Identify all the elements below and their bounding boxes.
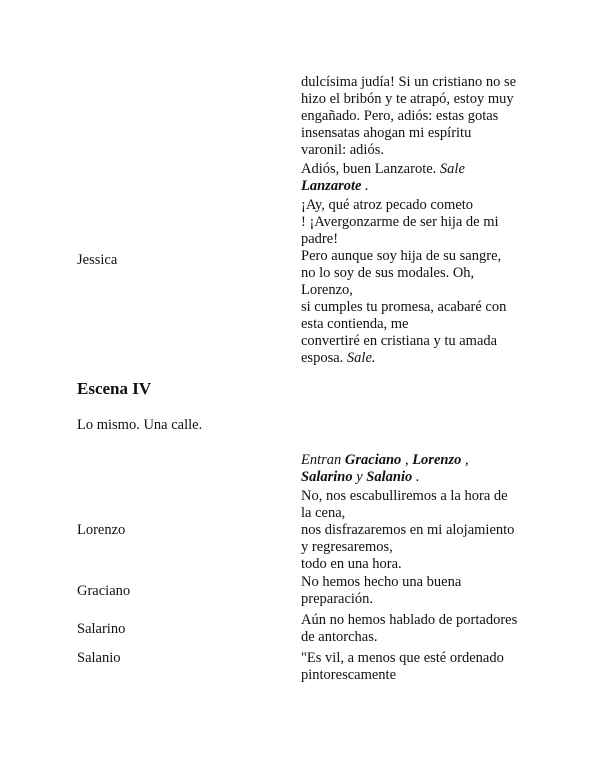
farewell-text: Adiós, buen Lanzarote. [301, 161, 437, 177]
speech-line: convertiré en cristiana y tu amada [301, 333, 498, 349]
scene-title: Escena IV [77, 379, 152, 398]
speaker-salarino: Salarino [77, 621, 126, 637]
jessica-speech [301, 74, 531, 369]
salanio-speech [301, 650, 531, 684]
speech-paragraph-3 [301, 197, 531, 367]
speech-line: Aún no hemos hablado de portadores [301, 612, 518, 628]
speech-line: de antorchas. [301, 629, 378, 645]
speech-line: todo en una hora. [301, 556, 402, 572]
entrance-name-salarino: Salarino [301, 469, 353, 485]
speech-line: insensatas ahogan mi espíritu [301, 125, 472, 141]
speech-line: y regresaremos, [301, 539, 393, 555]
speech-line: preparación. [301, 591, 374, 607]
speech-line: No hemos hecho una buena [301, 574, 462, 590]
speech-line: pintorescamente [301, 667, 397, 683]
lorenzo-speech [301, 488, 531, 573]
speech-line: esta contienda, me [301, 316, 409, 332]
entrance-direction [301, 452, 531, 486]
speech-line: varonil: adiós. [301, 142, 384, 158]
entrance-name-graciano: Graciano [344, 452, 402, 468]
entrance-entran: Entran [301, 452, 342, 468]
speech-line: si cumples tu promesa, acabaré con [301, 299, 507, 315]
speech-line: la cena, [301, 505, 346, 521]
speaker-lorenzo: Lorenzo [77, 522, 126, 538]
speech-line: hizo el bribón y te atrapó, estoy muy [301, 91, 514, 107]
speech-paragraph-2 [301, 161, 531, 195]
speech-line: engañado. Pero, adiós: estas gotas [301, 108, 499, 124]
entrance-y: y [352, 469, 367, 485]
speaker-jessica: Jessica [77, 252, 118, 268]
speech-line: ! ¡Avergonzarme de ser hija de mi [301, 214, 499, 230]
speaker-salanio: Salanio [77, 650, 121, 666]
speech-line-last: esposa. [301, 350, 344, 366]
speech-paragraph-1 [301, 74, 531, 159]
speech-line: Pero aunque soy hija de su sangre, [301, 248, 502, 264]
speech-line: dulcísima judía! Si un cristiano no se [301, 74, 517, 90]
speech-line: Lorenzo, [301, 282, 353, 298]
speech-line: No, nos escabulliremos a la hora de [301, 488, 508, 504]
entrance-name-lorenzo: Lorenzo [412, 452, 462, 468]
graciano-speech [301, 574, 531, 608]
scene-setting: Lo mismo. Una calle. [77, 417, 203, 433]
stage-direction-exit: Sale. [346, 350, 376, 366]
entrance-sep: , [461, 452, 469, 468]
speech-line: padre! [301, 231, 339, 247]
salarino-speech [301, 612, 531, 646]
stage-direction-end: . [365, 178, 369, 194]
entrance-end: . [412, 469, 420, 485]
stage-direction-name: Lanzarote [301, 178, 362, 194]
speech-line: no lo soy de sus modales. Oh, [301, 265, 475, 281]
entrance-sep: , [401, 452, 413, 468]
entrance-name-salanio: Salanio [366, 469, 413, 485]
speaker-graciano: Graciano [77, 583, 131, 599]
speech-line: nos disfrazaremos en mi alojamiento [301, 522, 515, 538]
speech-line: ¡Ay, qué atroz pecado cometo [301, 197, 474, 213]
speech-line: "Es vil, a menos que esté ordenado [301, 650, 504, 666]
stage-direction-sale: Sale [439, 161, 465, 177]
